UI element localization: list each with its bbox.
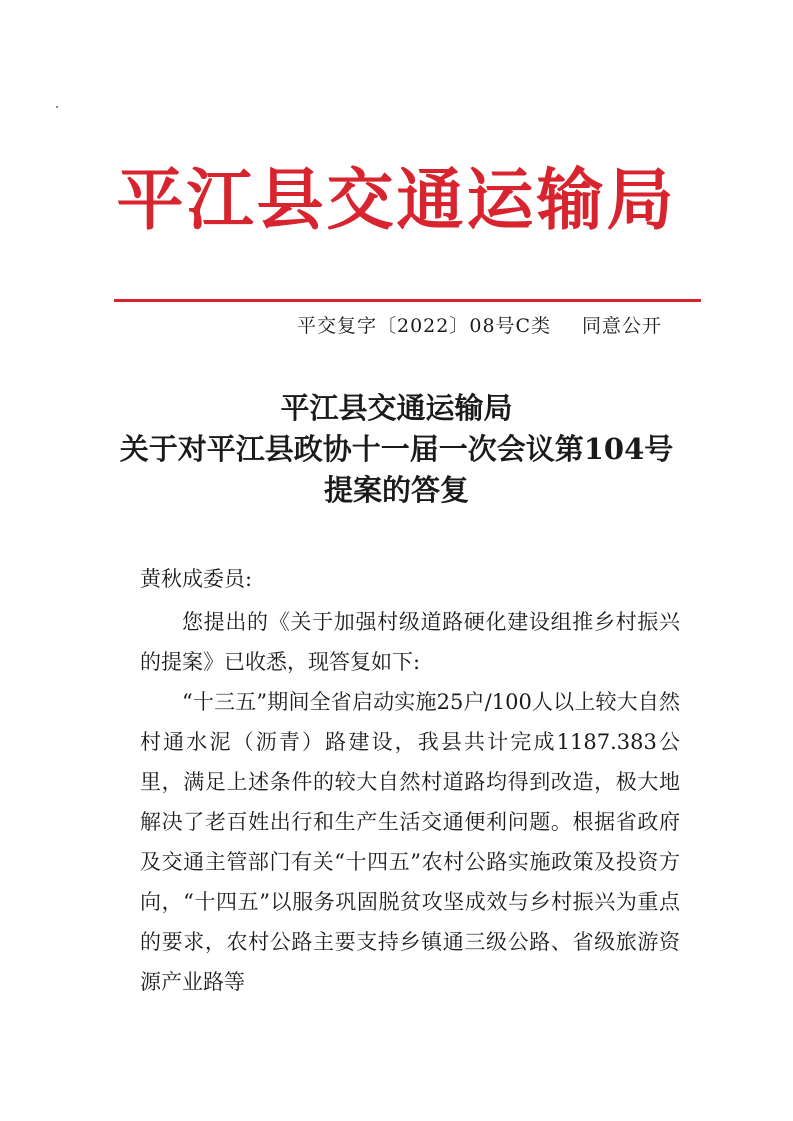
body-paragraph: “十三五”期间全省启动实施25户/100人以上较大自然村通水泥（沥青）路建设，我县共计完成1187.383公里，满足上述条件的较大自然村道路均得到改造，极大地解决了老百姓出行和生产生活交通便利问题。根据省政府及交通主管部门有关“十四五”农村公路实施政策及投资方向，“十四五”以服务巩固脱贫攻坚成效与乡村振兴为重点的要求，农村公路主要支持乡镇通三级公路、省级旅游资源产业路等 [140, 690, 680, 994]
scan-speck [56, 106, 58, 108]
body-text [140, 602, 680, 1002]
body-paragraph: 您提出的《关于加强村级道路硬化建设组推乡村振兴的提案》已收悉，现答复如下: [140, 610, 680, 674]
red-divider-line [114, 299, 701, 302]
salutation: 黄秋成委员: [140, 567, 253, 591]
disclosure-status: 同意公开 [582, 315, 663, 337]
reply-title-line-2: 关于对平江县政协十一届一次会议第104号 [119, 432, 674, 466]
document-number: 平交复字〔2022〕08号C类 [297, 315, 552, 337]
agency-letterhead: 平江县交通运输局 [116, 160, 677, 239]
reply-title [0, 388, 793, 511]
reply-title-line-1: 平江县交通运输局 [280, 391, 513, 425]
reply-title-line-3: 提案的答复 [323, 473, 469, 507]
